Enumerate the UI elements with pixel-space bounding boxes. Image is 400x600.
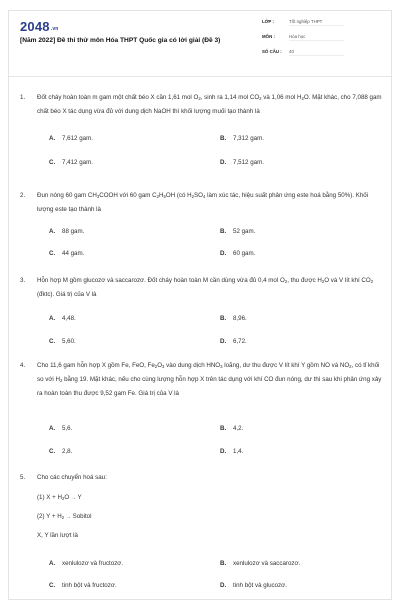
subscript: 2 [259,96,262,101]
option-text: 52 gam. [233,228,256,235]
answer-option-c[interactable] [49,581,117,590]
document-header [9,11,391,77]
subscript: 3 [162,364,165,369]
meta-subject: MÔN : Hóa học [262,34,344,41]
option-letter: D. [220,448,227,455]
subscript: 2 [61,515,65,520]
text-segment: làm xúc tác, hiệu suất phản ứng este hoá bằng 50%). Khối lượng este tạo thành là [37,192,369,213]
subscript: 5 [163,194,166,199]
question-2 [20,189,382,216]
option-text: 6,72. [233,338,247,345]
option-letter: D. [220,338,227,345]
option-letter: B. [220,135,227,142]
question-text [20,189,382,216]
meta-grade: LỚP : Tốt nghiệp THPT [262,19,344,26]
subscript: 2 [156,194,159,199]
answer-option-d[interactable] [220,581,287,590]
answer-option-b[interactable] [220,559,300,568]
answer-option-c[interactable] [49,249,84,258]
text-segment: O [157,362,163,369]
answer-option-a[interactable] [49,134,93,143]
option-text: 5,6. [62,425,73,432]
option-text: 88 gam. [62,228,85,235]
subscript: 2 [301,96,304,101]
option-letter: B. [220,425,227,432]
text-segment: SO [194,192,203,199]
text-segment: (2) Y + H [37,513,62,520]
meta-question-count: SỐ CÂU : 40 [262,49,344,56]
text-segment: loãng, dư thu được V lít khí Y gồm NO và NO [222,362,350,369]
answer-option-a[interactable] [49,559,123,568]
option-text: xenlulozơ và saccarozơ. [233,560,301,567]
answer-option-d[interactable] [220,447,243,456]
subscript: 2 [154,364,158,369]
option-letter: C. [49,159,56,166]
option-text: 7,612 gam. [62,135,93,142]
answer-option-d[interactable] [220,249,255,258]
option-letter: B. [220,315,227,322]
question-5 [20,471,382,540]
arrow: → [70,495,76,501]
text-segment: , có tỉ khối so với H [37,362,380,383]
option-text: 1,4. [233,448,244,455]
question-number: 1. [20,94,26,101]
text-segment: H [159,192,164,199]
subscript: 2 [321,279,325,284]
site-logo[interactable]: 2048.vn [20,19,59,34]
option-letter: D. [220,250,227,257]
text-segment: X, Y lần lượt là [37,532,78,539]
option-text: 7,512 gam. [233,159,264,166]
option-letter: C. [49,582,56,589]
answer-option-b[interactable] [220,227,255,236]
subscript: 2 [349,364,352,369]
document-page [8,10,392,600]
option-text: 7,312 gam. [233,135,264,142]
subscript: 2 [191,194,195,199]
option-letter: C. [49,448,56,455]
option-letter: A. [49,135,56,142]
subscript: 2 [198,96,201,101]
answer-option-d[interactable] [220,337,247,346]
answer-option-a[interactable] [49,227,84,236]
subscript: 2 [59,378,63,383]
subscript: 4 [203,194,206,199]
text-segment: Cho các chuyển hoá sau: [37,474,107,481]
question-text [20,91,382,118]
question-text [20,359,382,400]
text-segment: Đốt cháy hoàn toàn m gam một chất béo X cần 1,61 mol O [37,94,199,101]
subscript: 3 [220,364,223,369]
option-text: 44 gam. [62,250,85,257]
option-letter: D. [220,582,227,589]
option-text: tinh bột và fructozơ. [62,582,117,589]
text-segment: , thu được H [287,277,322,284]
text-segment: Hỗn hợp M gồm glucozơ và saccarozơ. Đốt cháy hoàn toàn M cần dùng vừa đủ 0,4 mol O [37,277,285,284]
text-segment: (đktc). Giá trị của V là [37,291,97,298]
option-text: xenlulozơ và fructozơ. [62,560,124,567]
answer-option-d[interactable] [220,158,264,167]
question-number: 3. [20,277,26,284]
answer-option-b[interactable] [220,134,264,143]
subscript: 2 [370,279,374,284]
subscript: 2 [284,279,288,284]
option-letter: A. [49,228,56,235]
text-segment: Đun nóng 60 gam CH [37,192,97,199]
option-letter: B. [220,228,227,235]
question-3 [20,274,382,301]
option-text: 60 gam. [233,250,256,257]
answer-option-c[interactable] [49,447,72,456]
option-letter: B. [220,560,227,567]
question-number: 4. [20,362,26,369]
text-segment: bằng 19. Mặt khác, nếu cho cùng lượng hỗn hợp X trên tác dụng với khí CO đun nóng, dư thì sau khi phản ứng xảy ra hoàn toàn thu được 9,52 gam Fe. Giá trị của V là [37,376,382,397]
option-text: tinh bột và glucozơ. [233,582,287,589]
option-text: 4,48. [62,315,76,322]
option-text: 8,96. [233,315,247,322]
option-text: 5,60. [62,338,76,345]
option-text: 7,412 gam. [62,159,93,166]
option-letter: A. [49,425,56,432]
answer-option-c[interactable] [49,337,76,346]
question-number: 2. [20,192,26,199]
text-segment: Cho 11,6 gam hỗn hợp X gồm Fe, FeO, Fe [37,362,155,369]
text-segment: , sinh ra 1,14 mol CO [200,94,260,101]
question-number: 5. [20,474,26,481]
answer-option-a[interactable] [49,424,72,433]
option-letter: A. [49,315,56,322]
text-segment: COOH với 60 gam C [99,192,157,199]
subscript: 2 [61,496,65,501]
arrow: → [65,514,71,520]
text-segment: vào dung dịch HNO [164,362,221,369]
text-segment: OH (có H [165,192,192,199]
question-4 [20,359,382,400]
option-letter: D. [220,159,227,166]
answer-option-c[interactable] [49,158,93,167]
text-segment: và 1,06 mol H [261,94,302,101]
transformation-line [20,512,382,522]
question-1 [20,91,382,118]
answer-option-b[interactable] [220,424,243,433]
option-text: 4,2. [233,425,244,432]
option-text: 2,8. [62,448,73,455]
answer-option-b[interactable] [220,314,247,323]
text-segment: O [64,494,71,501]
exam-title: [Năm 2022] Đề thi thử môn Hóa THPT Quốc gia có lời giải (Đề 3) [20,37,221,44]
option-letter: A. [49,560,56,567]
question-text [20,274,382,301]
subscript: 3 [96,194,100,199]
text-segment: Y [75,494,82,501]
question-text [20,471,382,484]
text-segment: Sobitol [70,513,92,520]
transformation-line [20,493,382,503]
text-segment: O. Mặt khác, cho 7,088 gam chất béo X tác dụng vừa đủ với dung dịch NaOH thì khối lượng muối tạo thành là [37,94,382,115]
text-segment: (1) X + H [37,494,62,501]
transformation-line [20,531,382,540]
option-letter: C. [49,338,56,345]
text-segment: O và V lít khí CO [324,277,371,284]
answer-option-a[interactable] [49,314,76,323]
option-letter: C. [49,250,56,257]
